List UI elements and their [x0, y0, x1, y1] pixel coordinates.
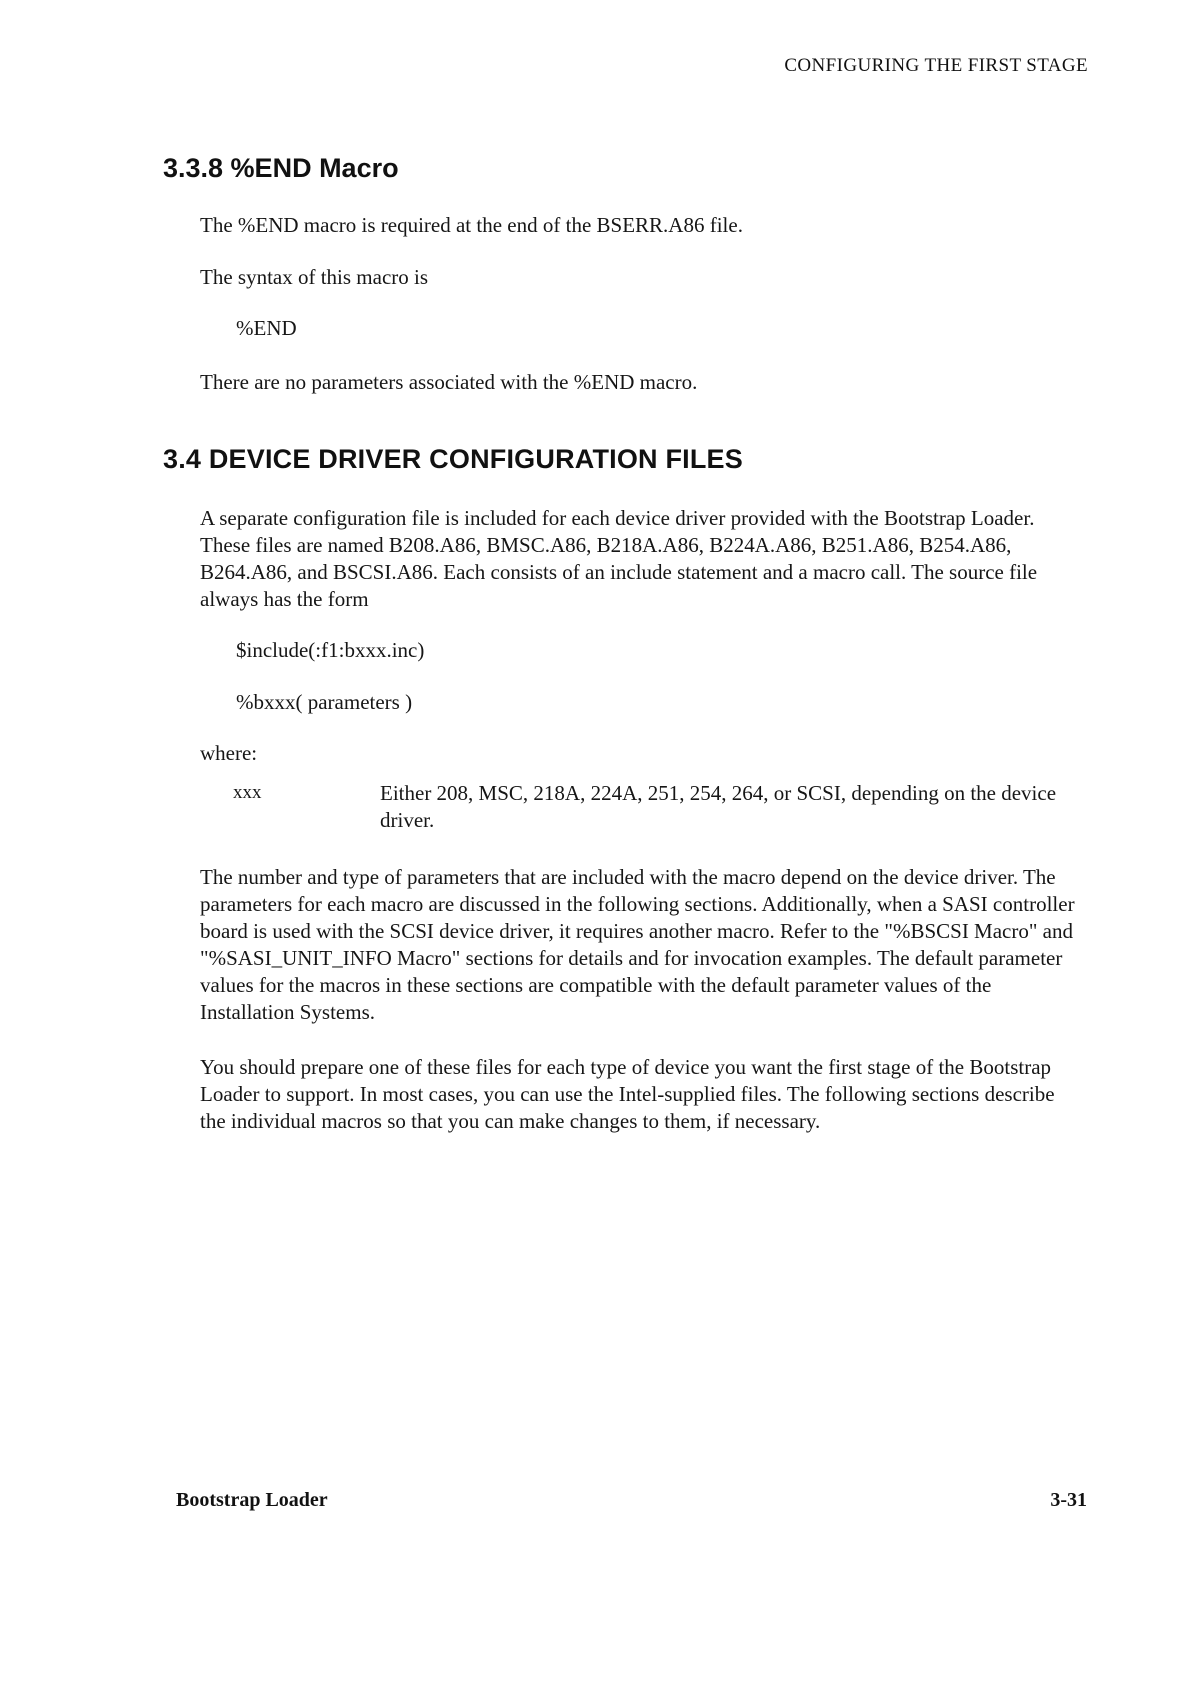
where-label: where: [200, 741, 258, 765]
footer-title: Bootstrap Loader [176, 1489, 328, 1511]
page-number: 3-31 [1050, 1489, 1087, 1511]
paragraph-end-required: The %END macro is required at the end of the BSERR.A86 file. [200, 213, 743, 237]
code-macro-call: %bxxx( parameters ) [236, 690, 413, 714]
section-title-3-4: 3.4 DEVICE DRIVER CONFIGURATION FILES [163, 444, 743, 474]
paragraph-no-parameters: There are no parameters associated with the %END macro. [200, 370, 698, 394]
section-title-3-3-8: 3.3.8 %END Macro [163, 153, 399, 183]
paragraph-syntax-intro: The syntax of this macro is [200, 265, 429, 289]
running-header: CONFIGURING THE FIRST STAGE [784, 55, 1088, 76]
paragraph-config-files: A separate configuration file is included for each device driver provided with the Bootstrap Loader. These files are named B208.A86, BMSC.A86, B218A.A86, B224A.A86, B251.A86, B254.A86, B264.A86, and BSCSI.A86. Each consists of an include statement and a macro call. The source file always has the form [200, 506, 1038, 611]
definition-term: xxx [233, 782, 262, 803]
code-end: %END [236, 316, 297, 340]
paragraph-parameters: The number and type of parameters that are included with the macro depend on the device driver. The parameters for each macro are discussed in the following sections. Additionally, when a SASI controller board is used with the SCSI device driver, it requires another macro. Refer to the "%BSCSI Macro" and "%SASI_UNIT_INFO Macro" sections for details and for invocation examples. The default parameter values for the macros in these sections are compatible with the default parameter values of the Installation Systems. [200, 865, 1075, 1024]
paragraph-prepare-files: You should prepare one of these files for each type of device you want the first stage of the Bootstrap Loader to support. In most cases, you can use the Intel-supplied files. The following sections describe the individual macros so that you can make changes to them, if necessary. [200, 1055, 1055, 1133]
definition-description: Either 208, MSC, 218A, 224A, 251, 254, 264, or SCSI, depending on the device driver. [380, 781, 1057, 832]
code-include: $include(:f1:bxxx.inc) [236, 638, 425, 662]
